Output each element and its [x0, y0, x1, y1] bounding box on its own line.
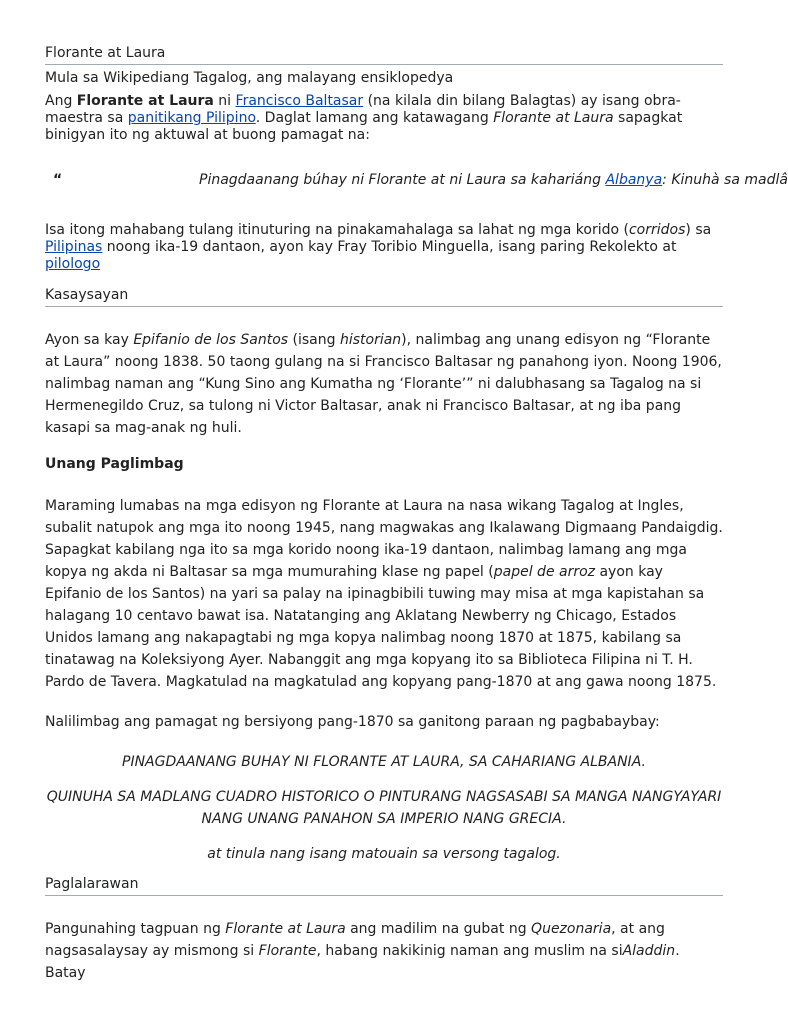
paragraph-text: ayon kay Epifanio de los Santos) na yari sa palay na ipinagbibili tuwing may misa at mga kapistahan sa halagang 10 centavo bawat isa. Natatanging ang Aklatang Newberry ng Chicago, Estados Unidos lamang ang nakapagtabi ng mga kopya nalimbag noong 1870 at 1875, kabilang sa tinatawag na Koleksiyong Ayer. Nabanggit ang mga kopyang ito sa Biblioteca Filipina ni T. H. Pardo de Tavera. Magkatulad na magkatulad ang kopyang pang-1870 at ang gawa noong 1875.	[45, 564, 717, 690]
paragraph-text: Maraming lumabas na mga edisyon ng Florante at Laura na nasa wikang Tagalog at Ingles, subalit natupok ang mga ito noong 1945, nang magwakas ang Ikalawang Digmaang Pandaigdig. Sapagkat kabilang nga ito sa mga korido noong ika-19 dantaon, nalimbag lamang ang mga kopya ng akda ni Baltasar sa mga mumurahing klase ng papel (	[45, 498, 723, 580]
link-francisco-baltasar[interactable]: Francisco Baltasar	[235, 93, 364, 109]
intro-text: sapagkat binigyan ito ng aktuwal at buong pamagat na:	[45, 110, 683, 143]
paragraph-text: Isa itong mahabang tulang itinuturing na pinakamahalaga sa lahat ng mga korido (	[45, 222, 629, 238]
paragraph-text: . Batay	[45, 943, 680, 981]
italic-epifanio: Epifanio de los Santos	[133, 332, 289, 348]
intro-paragraph	[45, 93, 723, 144]
paragraph-text: Ayon sa kay	[45, 332, 134, 348]
section-heading-kasaysayan: Kasaysayan	[45, 286, 723, 307]
paragraph-text: (isang	[288, 332, 340, 348]
paragraph-text: , habang nakikinig naman ang muslim na si	[316, 943, 623, 959]
italic-florante-at-laura: Florante at Laura	[225, 921, 346, 937]
link-albanya[interactable]: Albanya	[605, 172, 663, 188]
intro-text: . Daglat lamang ang katawagang	[255, 110, 494, 126]
title-line-3: at tinula nang isang matouain sa versong tagalog.	[207, 846, 561, 862]
italic-corridos: corridos	[628, 222, 686, 238]
italic-florante: Florante	[258, 943, 317, 959]
link-panitikang-pilipino[interactable]: panitikang Pilipino	[127, 110, 256, 126]
subheading-unang-paglimbag: Unang Paglimbag	[45, 456, 184, 472]
paragraph-text: noong ika-19 dantaon, ayon kay Fray Toribio Minguella, isang paring Rekolekto at	[102, 239, 677, 255]
intro-text: (na kilala din bilang Balagtas) ay isang obra-maestra sa	[45, 93, 681, 126]
paragraph-text: Pangunahing tagpuan ng	[45, 921, 226, 937]
paragraph-text: ang madilim na gubat ng	[345, 921, 532, 937]
italic-historian: historian	[339, 332, 402, 348]
paragraph-text: , at ang nagsasalaysay ay mismong si	[45, 921, 665, 959]
quote-text	[199, 172, 788, 188]
intro-bold-title: Florante at Laura	[76, 93, 214, 109]
article	[45, 44, 788, 984]
title-line-2: QUINUHA SA MADLANG CUADRO HISTORICO O PINTURANG NAGSASABI SA MANGA NANGYAYARI NANG UNANG PANAHON SA IMPERIO NANG GRECIA.	[46, 789, 722, 827]
link-pilologo[interactable]: pilologo	[45, 256, 101, 272]
history-paragraph	[45, 329, 723, 439]
page-title: Florante at Laura	[45, 44, 723, 65]
tagline: Mula sa Wikipediang Tagalog, ang malayang ensiklopedya	[45, 70, 454, 86]
title-intro-paragraph: Nalilimbag ang pamagat ng bersiyong pang-1870 sa ganitong paraan ng pagbabaybay:	[45, 714, 660, 730]
corrido-paragraph	[45, 222, 723, 273]
italic-quezonaria: Quezonaria	[531, 921, 612, 937]
title-line-1: PINAGDAANANG BUHAY NI FLORANTE AT LAURA, SA CAHARIANG ALBANIA.	[122, 754, 646, 770]
intro-text: Ang	[45, 93, 77, 109]
first-print-paragraph	[45, 495, 723, 693]
paragraph-text: ), nalimbag ang unang edisyon ng “Florante at Laura” noong 1838. 50 taong gulang na si Francisco Baltasar ng panahong iyon. Noong 1906, nalimbag naman ang “Kung Sino ang Kumatha ng ‘Florante’” ni dalubhasang sa Tagalog na si Hermenegildo Cruz, sa tulong ni Victor Baltasar, anak ni Francisco Baltasar, at ng iba pang kasapi sa mag-anak ng huli.	[45, 332, 722, 436]
intro-text: ni	[213, 93, 236, 109]
paragraph-text: ) sa	[685, 222, 712, 238]
intro-italic-title: Florante at Laura	[493, 110, 614, 126]
quote-text-part: Pinagdaanang búhay ni Florante at ni Laura sa kahariáng	[199, 172, 606, 188]
section-heading-paglalarawan: Paglalarawan	[45, 875, 723, 896]
italic-papel-de-arroz: papel de arroz	[493, 564, 596, 580]
link-pilipinas[interactable]: Pilipinas	[45, 239, 103, 255]
description-paragraph	[45, 918, 723, 984]
quote-text-part: : Kinuhà sa madlâ	[662, 172, 788, 188]
italic-aladdin: Aladdin	[622, 943, 676, 959]
full-title-quote	[45, 172, 788, 194]
quote-mark: “	[53, 172, 63, 188]
